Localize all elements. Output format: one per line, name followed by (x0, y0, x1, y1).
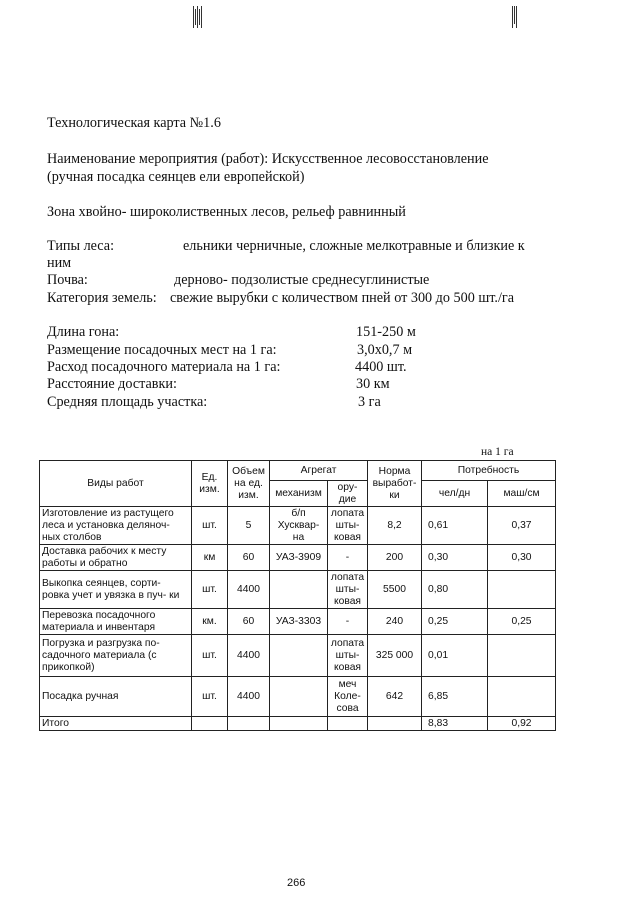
cell-work: Перевозка посадочного материала и инвентаря (40, 609, 192, 635)
cell-machine-shifts: 0,37 (488, 507, 556, 545)
cell-mechanism (270, 677, 328, 717)
cell-work: Посадка ручная (40, 677, 192, 717)
event-name-line2: (ручная посадка сеянцев ели европейской) (47, 169, 305, 185)
cell-machine-shifts (488, 677, 556, 717)
header-man-days: чел/дн (422, 481, 488, 507)
table-row (40, 677, 556, 717)
cell-mechanism: б/п Хусквар- на (270, 507, 328, 545)
param-value: 3,0х0,7 м (357, 342, 413, 358)
cell-man-days: 0,61 (422, 507, 488, 545)
cell-man-days: 0,01 (422, 635, 488, 677)
technology-table (39, 460, 556, 731)
cell-machine-shifts (488, 571, 556, 609)
cell-work: Погрузка и разгрузка по- садочного материала (с прикопкой) (40, 635, 192, 677)
param-label: Длина гона: (47, 324, 120, 340)
cell-mechanism (270, 635, 328, 677)
cell-man-days: 0,30 (422, 545, 488, 571)
cell-unit: шт. (192, 507, 228, 545)
header-volume: Объем на ед. изм. (228, 461, 270, 507)
land-category-label: Категория земель: (47, 290, 157, 306)
cell-unit: км. (192, 609, 228, 635)
cell-unit: шт. (192, 677, 228, 717)
event-name-line1: Наименование мероприятия (работ): Искусственное лесовосстановление (47, 151, 489, 167)
cell-volume: 4400 (228, 635, 270, 677)
cell-norm: 240 (368, 609, 422, 635)
param-label: Средняя площадь участка: (47, 394, 208, 410)
cell-tool: - (328, 609, 368, 635)
cell-tool: лопата шты- ковая (328, 571, 368, 609)
land-category-value: свежие вырубки с количеством пней от 300 до 500 шт./га (170, 290, 515, 306)
cell-man-days: 6,85 (422, 677, 488, 717)
total-row (40, 717, 556, 731)
cell-machine-shifts: 0,30 (488, 545, 556, 571)
page-number: 266 (287, 877, 306, 889)
cell-unit: км (192, 545, 228, 571)
scan-mark-left (193, 6, 205, 28)
table-row (40, 635, 556, 677)
document-title: Технологическая карта №1.6 (47, 115, 221, 131)
header-mechanism: механизм (270, 481, 328, 507)
cell-volume: 60 (228, 545, 270, 571)
param-value: 3 га (358, 394, 381, 410)
cell-unit: шт. (192, 635, 228, 677)
soil-value: дерново- подзолистые среднесуглинистые (174, 272, 430, 288)
cell-man-days: 0,25 (422, 609, 488, 635)
cell-machine-shifts: 0,25 (488, 609, 556, 635)
header-aggregate: Агрегат (270, 461, 368, 481)
cell-tool: - (328, 545, 368, 571)
header-norm: Норма выработ- ки (368, 461, 422, 507)
table-row (40, 545, 556, 571)
cell-norm: 5500 (368, 571, 422, 609)
cell-volume: 60 (228, 609, 270, 635)
forest-types-label: Типы леса: (47, 238, 115, 254)
cell-work: Изготовление из растущего леса и установка деляноч- ных столбов (40, 507, 192, 545)
per-hectare-note: на 1 га (481, 446, 514, 458)
table-row (40, 507, 556, 545)
cell-work: Выкопка сеянцев, сорти- ровка учет и увязка в пуч- ки (40, 571, 192, 609)
cell-tool: меч Коле- сова (328, 677, 368, 717)
total-label: Итого (40, 717, 192, 731)
cell-mechanism: УАЗ-3909 (270, 545, 328, 571)
cell-mechanism: УАЗ-3303 (270, 609, 328, 635)
cell-volume: 4400 (228, 677, 270, 717)
header-need: Потребность (422, 461, 556, 481)
cell-norm: 325 000 (368, 635, 422, 677)
param-value: 30 км (356, 376, 390, 392)
param-label: Размещение посадочных мест на 1 га: (47, 342, 277, 358)
cell-machine-shifts (488, 635, 556, 677)
total-machine-shifts: 0,92 (488, 717, 556, 731)
cell-unit: шт. (192, 571, 228, 609)
cell-norm: 200 (368, 545, 422, 571)
cell-mechanism (270, 571, 328, 609)
cell-norm: 642 (368, 677, 422, 717)
scan-mark-right (512, 6, 520, 28)
cell-tool: лопата шты- ковая (328, 635, 368, 677)
total-man-days: 8,83 (422, 717, 488, 731)
cell-man-days: 0,80 (422, 571, 488, 609)
header-tool: ору- дие (328, 481, 368, 507)
cell-tool: лопата шты- ковая (328, 507, 368, 545)
param-label: Расстояние доставки: (47, 376, 177, 392)
zone-text: Зона хвойно- широколиственных лесов, рельеф равнинный (47, 204, 406, 220)
param-value: 4400 шт. (355, 359, 407, 375)
table-row (40, 609, 556, 635)
cell-work: Доставка рабочих к месту работы и обратно (40, 545, 192, 571)
cell-volume: 5 (228, 507, 270, 545)
forest-types-value: ельники черничные, сложные мелкотравные и близкие к (183, 238, 525, 254)
table-row (40, 571, 556, 609)
forest-types-continuation: ним (47, 255, 72, 271)
param-value: 151-250 м (356, 324, 416, 340)
cell-volume: 4400 (228, 571, 270, 609)
cell-norm: 8,2 (368, 507, 422, 545)
soil-label: Почва: (47, 272, 88, 288)
header-unit: Ед. изм. (192, 461, 228, 507)
header-machine-shifts: маш/см (488, 481, 556, 507)
header-work: Виды работ (40, 461, 192, 507)
param-label: Расход посадочного материала на 1 га: (47, 359, 281, 375)
